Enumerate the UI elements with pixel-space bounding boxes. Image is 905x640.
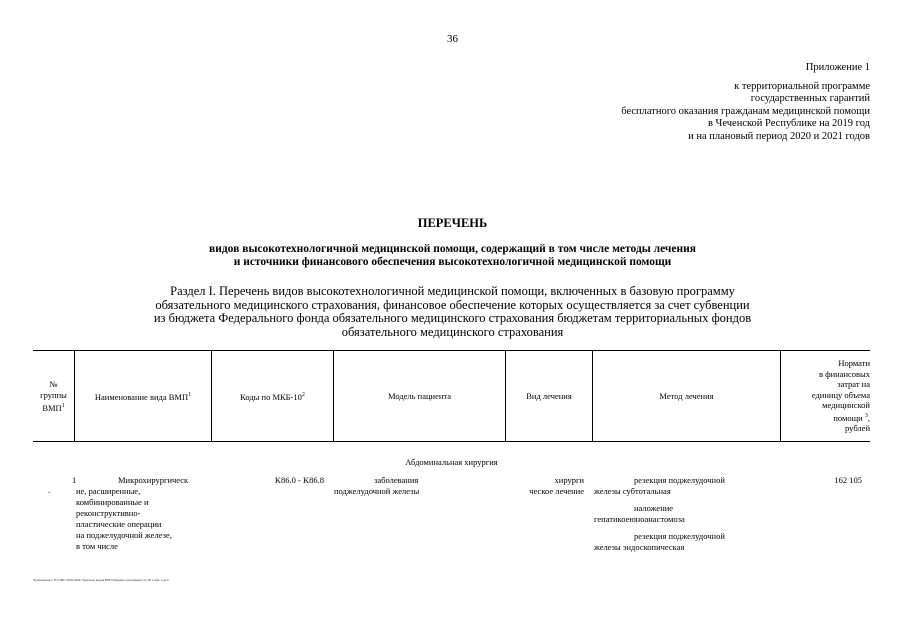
row-group-dot: . [48,485,51,495]
list-subtitle [0,243,905,269]
method-line: резекция поджелудочной [634,531,725,541]
header-text: помощи [833,412,863,423]
list-subtitle-line: и источники финансового обеспечения высокотехнологичной медицинской помощи [233,256,672,268]
method-line: железы эндоскопическая [594,542,685,552]
footnote-mark: 3 [864,412,868,419]
row-treatment-type-line: хирурги [554,475,584,485]
appendix-line: бесплатного оказания гражданам медицинской помощи [621,105,870,117]
header-method [593,351,780,441]
header-text: группы [40,389,67,400]
header-patient-model [334,351,505,441]
header-text: Метод лечения [659,390,714,401]
header-treatment-type [506,351,592,441]
header-text: рублей [845,423,870,434]
method-item [594,531,780,553]
row-treatment-type [506,475,584,497]
row-name [76,475,210,552]
row-name-line: реконструктивно- [76,508,141,518]
header-codes [212,351,333,441]
header-text: № [49,378,58,389]
row-treatment-type-line: ческое лечение [529,486,584,496]
method-line: железы субтотальная [594,486,671,496]
section-title-line: обязательного медицинского страхования, финансовое обеспечение которых осуществляется за счет субвенции [155,297,750,312]
row-name-line: пластические операции [76,519,162,529]
footer-file-path: Приложение к ТП ОМС 2019-2021 Перечень видов ВМП (базовая программа) стр.36 с изм. и доп. [33,578,170,582]
section-title-line: из бюджета Федерального фонда обязательного медицинского страхования бюджетам территориальных фондов [153,311,752,325]
appendix-line: к территориальной программе [734,80,870,92]
row-patient-model [334,475,419,497]
row-codes: K86.0 - K86.8 [274,475,324,485]
section-title-line: обязательного медицинского страхования [341,324,564,339]
footnote-mark: 1 [188,391,192,398]
list-subtitle-line: видов высокотехнологичной медицинской помощи, содержащий в том числе методы лечения [209,243,696,255]
header-text: в финансовых [818,368,870,379]
row-group-no: 1 [72,475,77,485]
appendix-line: и на плановый период 2020 и 2021 годов [688,130,870,142]
page-number: 36 [447,33,458,45]
footnote-mark: 1 [61,402,65,409]
row-name-line: в том числе [76,541,118,551]
header-group-no [33,351,74,441]
appendix-title: Приложение 1 [805,62,870,73]
row-methods [594,475,780,553]
list-title: ПЕРЕЧЕНЬ [417,216,488,230]
row-patient-model-line: заболевания [374,475,419,485]
method-item [594,475,780,497]
row-patient-model-line: поджелудочной железы [334,486,420,496]
section-title-line: Раздел I. Перечень видов высокотехнологичной медицинской помощи, включенных в базовую программу [170,284,735,298]
appendix-line: государственных гарантий [750,93,870,104]
method-item [594,503,780,525]
method-line: наложение [634,503,674,513]
row-name-line: Микрохирургическ [118,475,189,485]
footnote-mark: 2 [301,391,305,398]
row-name-line: комбинированные и [76,497,149,507]
header-text: Модель пациента [387,390,452,401]
header-name [75,351,211,441]
header-text: затрат на [837,379,870,390]
section-title [0,285,905,339]
header-norm [781,351,870,441]
header-text: Наименование вида ВМП [94,391,189,402]
row-name-line: ие, расширенные, [76,486,141,496]
method-line: резекция поджелудочной [634,475,725,485]
header-text: Коды по МКБ-10 [240,391,302,402]
header-text: Вид лечения [526,390,572,401]
table-header-bottom-border [33,441,870,442]
header-text: ВМП [42,402,62,413]
header-text: единицу объема [811,389,870,400]
appendix-line: в Чеченской Республике на 2019 год [707,118,870,129]
header-text: медицинской [822,400,870,411]
row-name-line: на поджелудочной железе, [76,530,172,540]
category-row: Абдоминальная хирургия [405,457,498,467]
method-line: гепатикоеюноанастомоза [594,514,685,524]
appendix-block [621,62,870,143]
header-text: , [867,412,870,423]
row-norm-value: 162 105 [834,475,862,485]
header-text: Нормати [838,358,870,369]
